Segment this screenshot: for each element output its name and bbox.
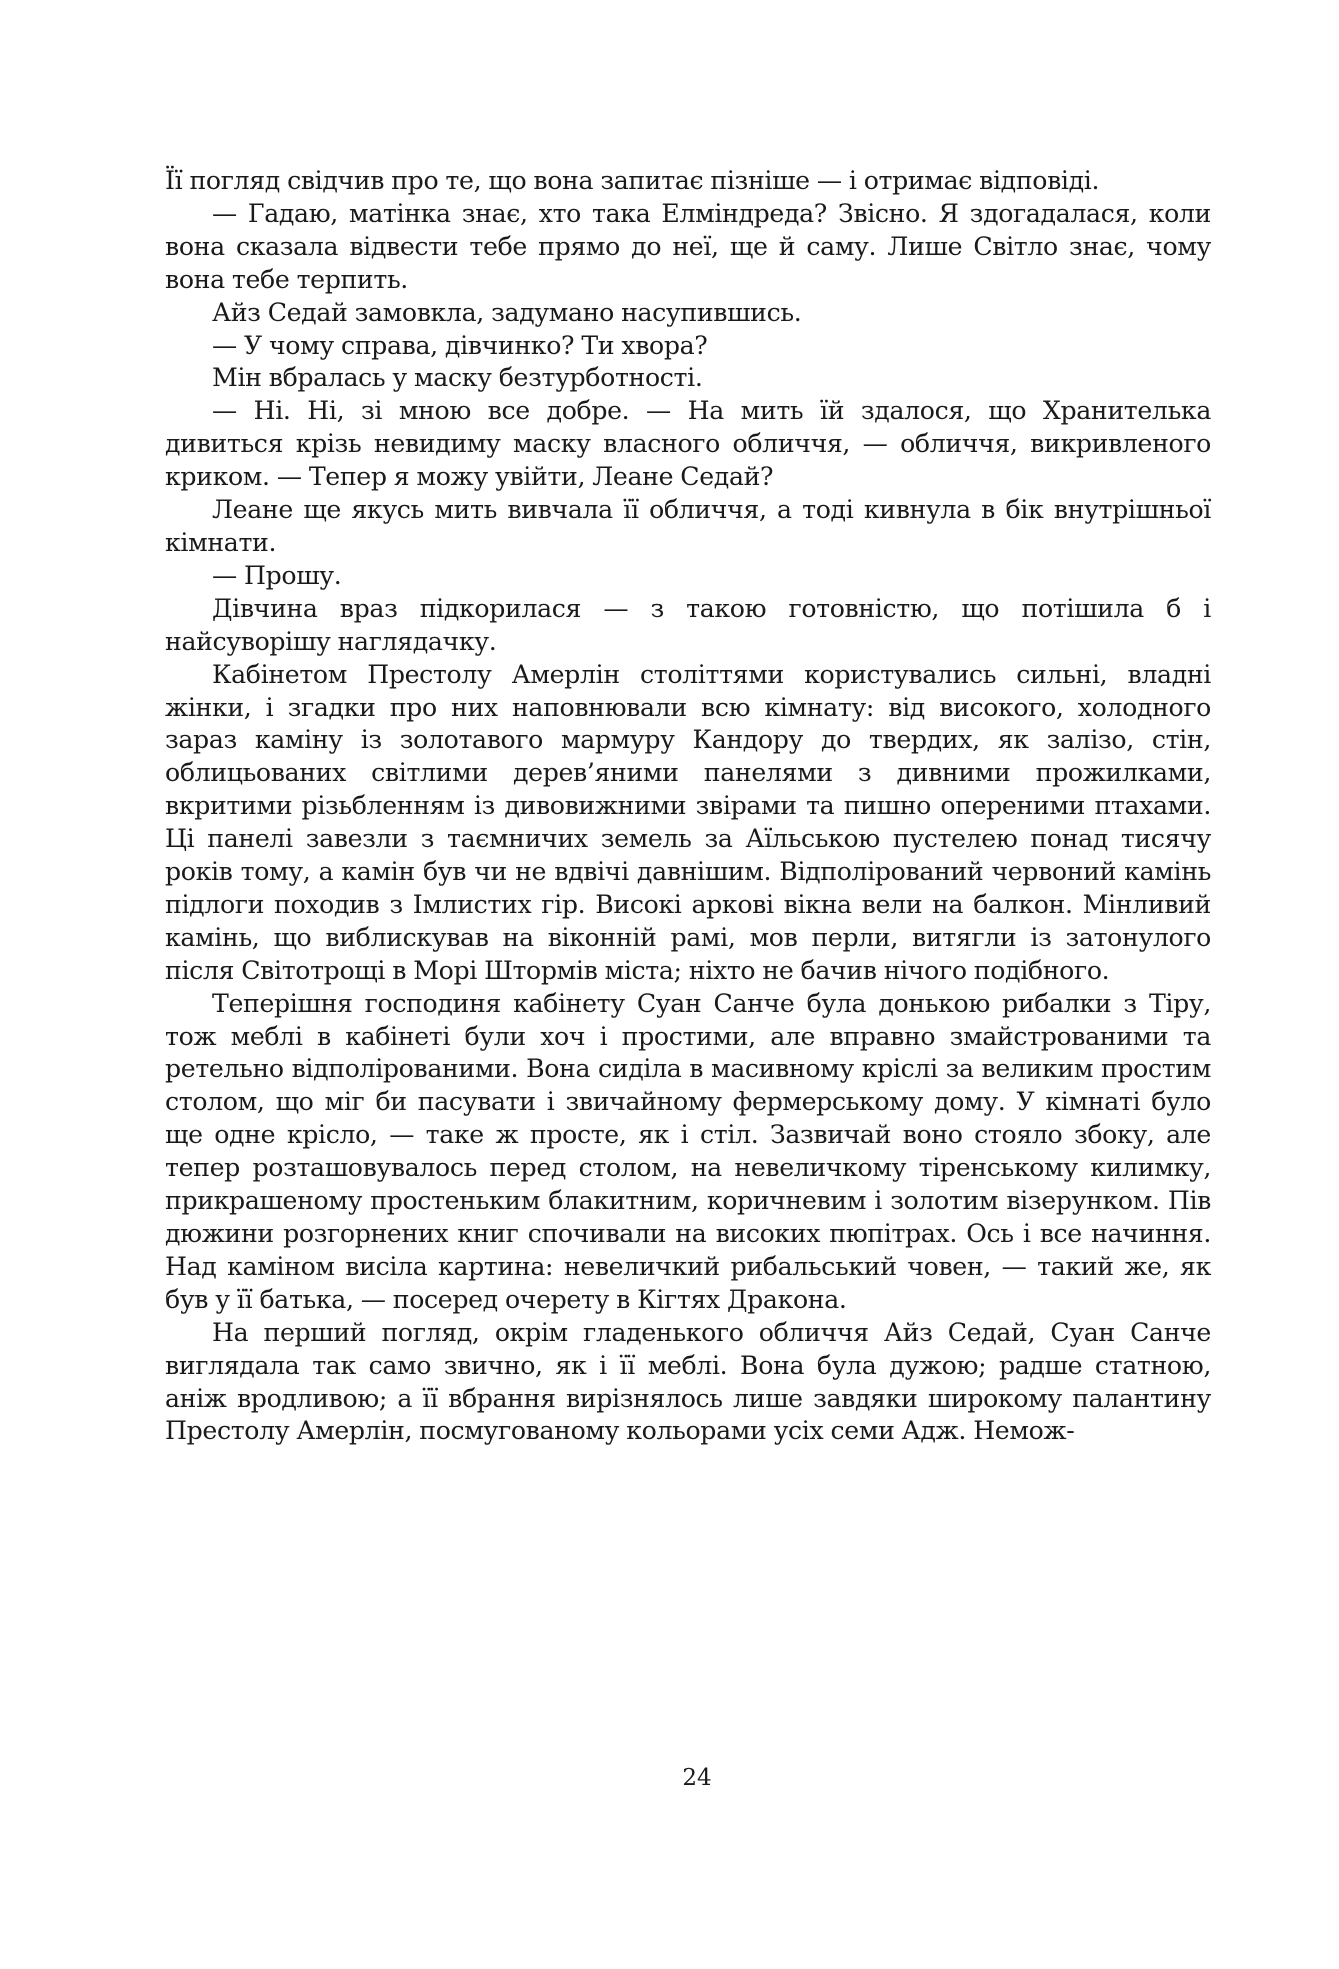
paragraph-0: Її погляд свідчив про те, що вона запитає пізніше — і отримає відповіді.	[165, 166, 1100, 195]
paragraph-8: Дівчина враз підкорилася — з такою готовністю, що потішила б і найсуворішу наглядачку.	[165, 593, 1211, 656]
paragraph-3: — У чому справа, дівчинко? Ти хвора?	[212, 330, 708, 360]
paragraph-10: Теперішня господиня кабінету Суан Санче була донькою рибалки з Тіру, тож меблі в кабінеті були хоч і простими, але вправно змайстрованими та ретельно відполірованими. Вона сиділа в масивному кріслі за великим простим столом, що міг би пасувати і звичайному фермерському дому. У кімнаті було ще одне крісло, — таке ж просте, як і стіл. Зазвичай воно стояло збоку, але тепер розташовувалось перед столом, на невеличкому тіренському килимку, прикрашеному простеньким блакитним, коричневим і золотим візерунком. Пів дюжини розгорнених книг спочивали на високих пюпітрах. Ось і все начиння. Над каміном висіла картина: невеличкий рибальський човен, — такий же, як був у її батька, — посеред очерету в Кігтях Дракона.	[165, 988, 1211, 1314]
page-body	[165, 165, 1211, 1448]
paragraph-6: Леане ще якусь мить вивчала її обличчя, а тоді кивнула в бік внутрішньої кімнати.	[165, 495, 1211, 557]
page-number: 24	[682, 1765, 712, 1791]
paragraph-1: — Гадаю, матінка знає, хто така Елміндреда? Звісно. Я здогадалася, коли вона сказала відвести тебе прямо до неї, ще й саму. Лише Світло знає, чому вона тебе терпить.	[165, 198, 1211, 294]
paragraph-5: — Ні. Ні, зі мною все добре. — На мить їй здалося, що Хранителька дивиться крізь невидиму маску власного обличчя, — обличчя, викривленого криком. — Тепер я можу увійти, Леане Седай?	[165, 396, 1211, 492]
paragraph-11: На перший погляд, окрім гладенького обличчя Айз Седай, Суан Санче виглядала так само звично, як і її меблі. Вона була дужою; радше статною, аніж вродливою; а її вбрання вирізнялось лише завдяки широкому палантину Престолу Амерлін, посмугованому кольорами усіх семи Адж. Немож-	[165, 1317, 1211, 1446]
paragraph-7: — Прошу.	[212, 560, 342, 590]
paragraph-2: Айз Седай замовкла, задумано насупившись.	[212, 297, 802, 327]
paragraph-4: Мін вбралась у маску безтурботності.	[212, 363, 703, 393]
paragraph-9: Кабінетом Престолу Амерлін століттями користувались сильні, владні жінки, і згадки про них наповнювали всю кімнату: від високого, холодного зараз каміну із золотавого мармуру Кандору до твердих, як залізо, стін, облицьованих світлими дерев’яними панелями з дивними прожилками, вкритими різьбленням із дивовижними звірами та пишно опереними птахами. Ці панелі завезли з таємничих земель за Аїльською пустелею понад тисячу років тому, а камін був чи не вдвічі давнішим. Відполірований червоний камінь підлоги походив з Імлистих гір. Високі аркові вікна вели на балкон. Мінливий камінь, що виблискував на віконній рамі, мов перли, витягли із затонулого після Світотрощі в Морі Штормів міста; ніхто не бачив нічого подібного.	[165, 659, 1211, 985]
